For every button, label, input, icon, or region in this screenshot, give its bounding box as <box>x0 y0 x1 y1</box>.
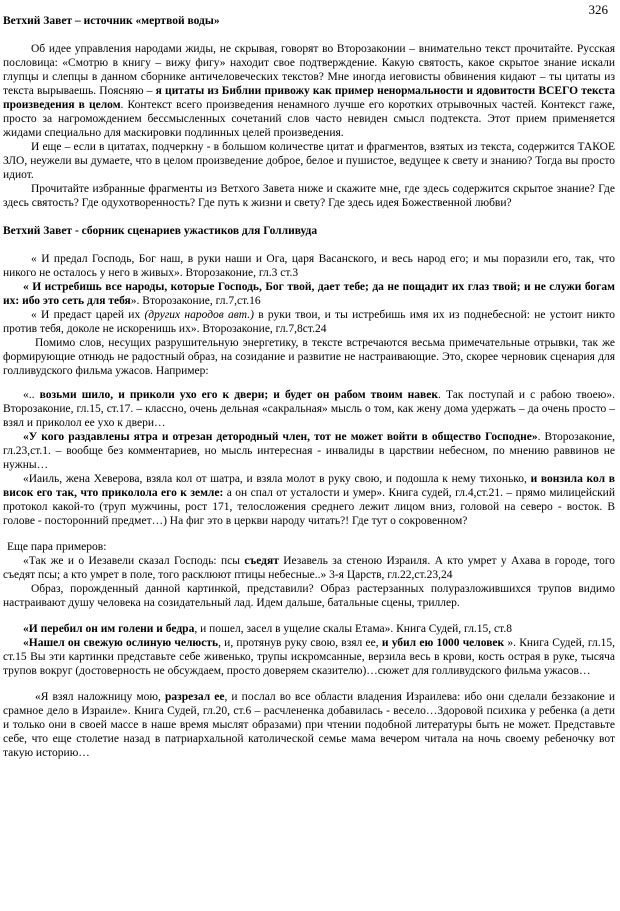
paragraph-read-fragments: Прочитайте избранные фрагменты из Ветхого Завета ниже и скажите мне, где здесь содержится скрытое знание? Где здесь святость? Где одухотворенность? Где путь к жизни и свету? Где здесь идея Божественной любви? <box>3 183 615 209</box>
quote-jael <box>3 472 615 528</box>
bold-run: я цитаты из Библии привожу как пример ненормальности и ядовитости ВСЕГО текста произведения в целом <box>3 85 615 111</box>
quote-destroy-nations <box>3 280 615 308</box>
text-run: , и послал во все области владения Израилева: ибо они сделали беззаконие и срамное дело в Израиле». Книга Судей, гл.20, ст.6 – расчлененка добавилась - весело…Здоровой психика у ребенка (а дети и только они в своей массе в наше время мыслят образами) при чтении подобной литературы быть не может. Представьте себе, что еще столетие назад в патриархальной католической семье мама вечером читала на ночь своему ребеночку вот такую историю… <box>3 691 615 759</box>
text-run: а он спал от усталости и умер». Книга судей, гл.4,ст.21. – прямо милицейский протокол какой-то (труп мужчины, рост 171, телосложения среднего лежит лицом вниз, головой на северо - восток. В голове - посторонний предмет…) На фиг это в церкви народу читать?! Где тут о сокровенном? <box>3 487 615 527</box>
quote-og: « И предал Господь, Бог наш, в руки наши и Ога, царя Васанского, и весь народ его; и мы поразили его, так, что никого не осталось у него в живых». Второзаконие, гл.3 ст.3 <box>3 253 615 279</box>
section-title-dead-water: Ветхий Завет – источник «мертвой воды» <box>3 15 220 27</box>
page-number: 326 <box>588 2 608 17</box>
quote-concubine <box>3 690 615 760</box>
text-run: «Иаиль, жена Хеверова, взяла кол от шатра, и взяла молот в руку свою, и подошла к нему тихонько, <box>23 473 531 485</box>
bold-run: «У кого раздавлены ятра и отрезан детородный член, тот не может войти в общество Господне» <box>23 431 538 443</box>
text-run: «.. <box>23 389 40 401</box>
page-content <box>3 14 615 760</box>
italic-run: (других народов авт.) <box>144 309 254 321</box>
text-run: «Так же и о Иезавели сказал Господь: псы <box>23 555 245 567</box>
bold-run: возьми шило, и приколи ухо его к двери; и будет он рабом твоим навек <box>39 389 438 401</box>
paragraph-besides-words: Помимо слов, несущих разрушительную энергетику, в тексте встречаются весьма примечательные отрывки, так же формирующие отнюдь не радостный образ, на созидание и развитие не настраивающие. Это, скорее черновик сценария для голливудского фильма ужасов. Например: <box>3 337 615 377</box>
bold-run: разрезал ее <box>164 691 225 703</box>
section-title-hollywood: Ветхий Завет - сборник сценариев ужастиков для Голливуда <box>3 225 318 237</box>
bold-run: и убил ею 1000 человек <box>381 637 505 649</box>
bold-run: «Нашел он свежую ослиную челюсть <box>23 637 219 649</box>
paragraph-more-examples: Еще пара примеров: <box>7 541 107 553</box>
text-run: «Я взял наложницу мою, <box>35 691 165 703</box>
text-run: ». Второзаконие, гл.7,ст.16 <box>130 295 261 307</box>
bold-run: « И истребишь все народы, которые Господь, Бог твой, дает тебе; да не пощадит их глаз твой; и не служи богам их: ибо это сеть для тебя <box>3 281 615 307</box>
text-run: Иезавель за стеною Израиля. А кто умрет у Ахава в городе, того съедят псы; а кто умрет в поле, того расклюют птицы небесные..» 3-я Царств, гл.22,ст.23,24 <box>3 555 615 581</box>
bold-run: «И перебил он им голени и бедра <box>23 623 195 635</box>
text-run: , и пошел, засел в ущелие скалы Етама». Книга Судей, гл.15, ст.8 <box>194 623 512 635</box>
quote-hip-and-thigh <box>3 622 615 636</box>
text-run: « И предаст царей их <box>31 309 145 321</box>
paragraph-image-imagined: Образ, порожденный данной картинкой, представили? Образ растерзанных полуразложившихся трупов видимо настраивают душу человека на созидательный лад. Идем дальше, батальные сцены, триллер. <box>3 583 615 609</box>
paragraph-evil: И еще – если в цитатах, подчеркну - в большом количестве цитат и фрагментов, взятых из текста, содержится ТАКОЕ ЗЛО, неужели вы думаете, что в целом произведение доброе, белое и пушистое, ведущее к свету и знанию? Тогда вы просто идиот. <box>3 141 615 181</box>
text-run: ». Книга Судей, гл.15, ст.15 Вы эти картинки представьте себе живенько, трупы искромсанные, верзила весь в крови, кость острая в руке, тысяча трупов вокруг (достоверность не обсуждаем, просто доверяем сказителю)…сюжет для голливудского фильма ужасов… <box>3 637 616 677</box>
text-run: . Так поступай и с рабою твоею». Второзаконие, гл.15, ст.17. – классно, очень дельная «сакральная» мысль о том, как жену дома удержать – да очень просто – взял и приколол ее ухо к двери… <box>3 389 615 429</box>
quote-jezebel <box>3 554 615 582</box>
text-run: . Второзаконие, гл.23,ст.1. – вообще без комментариев, но мысль интересная - инвалиды в царствии небесном, по мнению раввинов не нужны… <box>3 431 615 471</box>
paragraph-intro <box>3 42 615 140</box>
text-run: в руки твои, и ты истребишь имя их из поднебесной: не устоит никто против тебя, доколе не искоренишь их». Второзаконие, гл.7,8ст.24 <box>3 309 615 335</box>
text-run: , и, протянув руку свою, взял ее, <box>218 637 382 649</box>
bold-run: и вонзила кол в висок его так, что приколола его к земле: <box>3 473 615 499</box>
quote-lords-assembly <box>3 430 615 472</box>
text-run: Об идее управления народами жиды, не скрывая, говорят во Второзаконии – внимательно текст прочитайте. Русская пословица: «Смотрю в книгу – вижу фигу» находит свое подтверждение. Какую святость, какое скрытое знание искали глупцы и слепцы в данном сборнике античеловеческих текстов? Мне иногда иеговисты обвинения кидают – ты цитаты из текста вырываешь. Поясняю – <box>3 43 615 97</box>
text-run: . Контекст всего произведения ненамного лучше его коротких отрывочных частей. Контекст гаже, просто за нагромождением бессмысленных сочетаний слов часто невиден смысл подтекста. Этот прием применяется жидами специально для маскировки подлинных целей произведения. <box>3 99 615 139</box>
quote-kings <box>3 308 615 336</box>
bold-run: съедят <box>244 555 279 567</box>
quote-jawbone <box>3 636 615 678</box>
quote-awl <box>3 388 615 430</box>
